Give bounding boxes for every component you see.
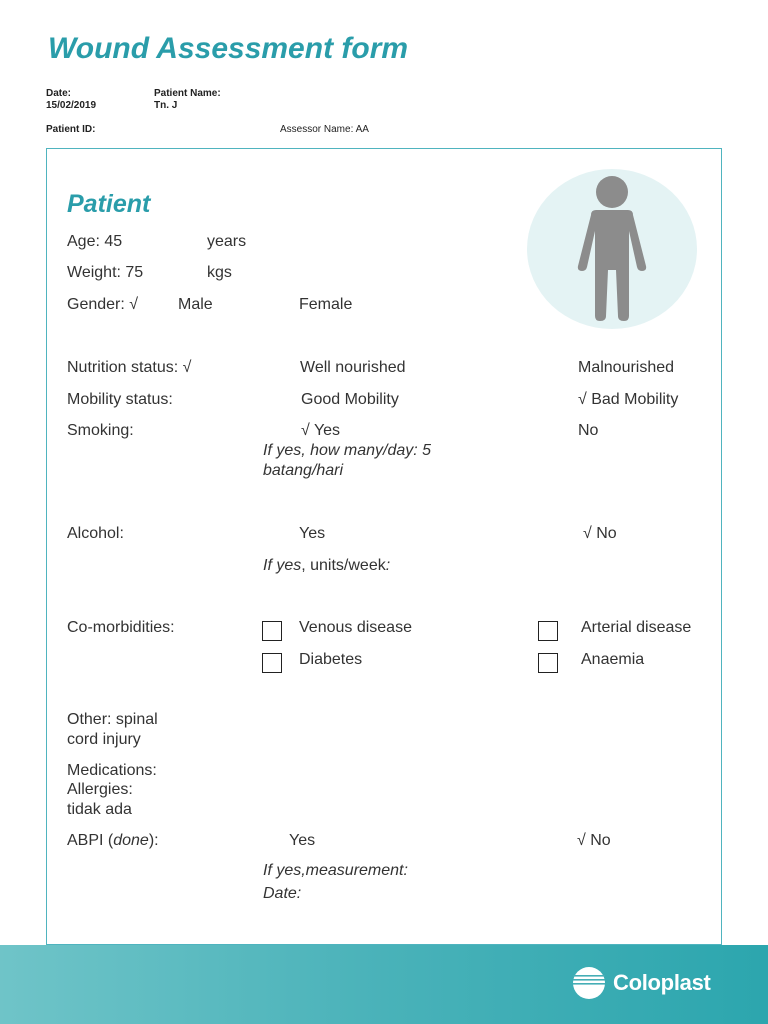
alcohol-option-no: √ No <box>583 525 617 542</box>
date-value: 15/02/2019 <box>46 100 97 111</box>
abpi-note-date: Date: <box>263 885 302 902</box>
anaemia-label: Anaemia <box>581 651 645 668</box>
abpi-option-no: √ No <box>577 832 611 849</box>
patient-name-label: Patient Name: <box>154 88 221 99</box>
alcohol-note <box>263 557 390 575</box>
comorbidities-label: Co-morbidities: <box>67 619 175 636</box>
mobility-label: Mobility status: <box>67 391 173 408</box>
abpi-note-measurement: If yes,measurement: <box>263 862 408 879</box>
patient-id-label: Patient ID: <box>46 124 96 135</box>
age-unit: years <box>207 233 247 250</box>
arterial-disease-label: Arterial disease <box>581 619 692 636</box>
arterial-disease-checkbox[interactable] <box>538 621 558 641</box>
person-icon <box>527 169 697 329</box>
abpi-prefix: ABPI ( <box>67 832 114 849</box>
diabetes-checkbox[interactable] <box>262 653 282 673</box>
abpi-label <box>67 832 159 850</box>
alcohol-note-prefix: If yes <box>263 557 302 574</box>
gender-label: Gender: √ <box>67 296 139 313</box>
brand-name: Coloplast <box>613 970 711 995</box>
gender-option-male: Male <box>178 296 213 313</box>
date-label: Date: <box>46 88 72 99</box>
allergies-label: Allergies: <box>67 781 133 798</box>
assessor-name: Assessor Name: AA <box>280 124 369 135</box>
section-title-patient: Patient <box>67 190 151 218</box>
patient-name-value: Tn. J <box>154 100 178 111</box>
smoking-option-yes: √ Yes <box>301 422 341 439</box>
smoking-label: Smoking: <box>67 422 134 439</box>
medications-label: Medications: <box>67 762 157 779</box>
anaemia-checkbox[interactable] <box>538 653 558 673</box>
abpi-option-yes: Yes <box>289 832 316 849</box>
other-line2: cord injury <box>67 731 141 748</box>
mobility-option-good: Good Mobility <box>301 391 399 408</box>
diabetes-label: Diabetes <box>299 651 363 668</box>
smoking-note-line1: If yes, how many/day: 5 <box>263 442 432 459</box>
nutrition-label: Nutrition status: √ <box>67 359 192 376</box>
coloplast-logo-icon <box>572 966 606 1000</box>
nutrition-option-well: Well nourished <box>300 359 406 376</box>
alcohol-note-text: , units/week <box>301 557 386 574</box>
gender-option-female: Female <box>299 296 353 313</box>
smoking-option-no: No <box>578 422 599 439</box>
weight-unit: kgs <box>207 264 232 281</box>
mobility-option-bad: √ Bad Mobility <box>578 391 679 408</box>
smoking-note-line2: batang/hari <box>263 462 344 479</box>
allergies-value: tidak ada <box>67 801 132 818</box>
nutrition-option-mal: Malnourished <box>578 359 675 376</box>
other-line1: Other: spinal <box>67 711 158 728</box>
alcohol-note-colon: : <box>385 557 391 574</box>
abpi-suffix: ): <box>148 832 159 849</box>
venous-disease-label: Venous disease <box>299 619 412 636</box>
alcohol-option-yes: Yes <box>299 525 326 542</box>
form-title: Wound Assessment form <box>48 32 409 65</box>
alcohol-label: Alcohol: <box>67 525 124 542</box>
abpi-done: done <box>113 832 149 849</box>
venous-disease-checkbox[interactable] <box>262 621 282 641</box>
weight-field: Weight: 75 <box>67 264 144 281</box>
patient-avatar <box>527 169 697 329</box>
age-field: Age: 45 <box>67 233 123 250</box>
